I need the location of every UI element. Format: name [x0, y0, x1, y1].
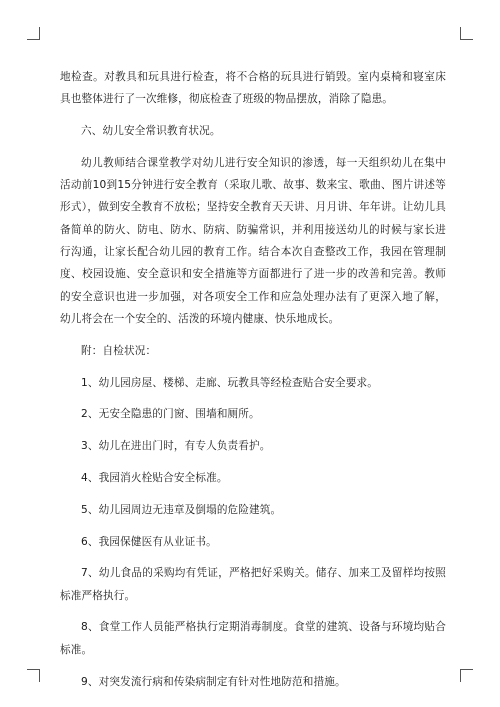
list-item: 8、食堂工作人员能严格执行定期消毒制度。食堂的建筑、设备与环境均贴合标准。 — [60, 621, 446, 656]
list-item: 1、幼儿园房屋、楼梯、走廊、玩教具等经检查贴合安全要求。 — [81, 376, 378, 389]
appendix-heading: 附：自检状况： — [81, 344, 157, 357]
paragraph-body: 幼儿教师结合课堂教学对幼儿进行安全知识的渗透，每一天组织幼儿在集中活动前10到15分钟进行安全教育（采取儿歌、故事、数来宝、歌曲、图片讲述等形式），做到安全教育不放松；坚持安全教育天天讲、月月讲、年年讲。让幼儿具备简单的防火、防电、防水、防病、防骗常识，并利用接送幼儿的时候与家长进行沟通，让家长配合幼儿园的教育工作。结合本次自查整改工作，我园在管理制度、校园设施、安全意识和安全措施等方面都进行了进一步的改善和完善。教师的安全意识也进一步加强，对各项安全工作和应急处理办法有了更深入地了解，幼儿将会在一个安全的、活泼的环境内健康、快乐地成长。 — [60, 156, 446, 325]
section-heading: 六、幼儿安全常识教育状况。 — [81, 125, 221, 138]
list-item: 7、幼儿食品的采购均有凭证，严格把好采购关。储存、加来工及留样均按照标准严格执行。 — [60, 567, 446, 602]
crop-mark-top-right — [460, 27, 473, 40]
list-item: 6、我园保健医有从业证书。 — [81, 535, 217, 548]
list-item: 9、对突发流行病和传染病制定有针对性地防范和措施。 — [81, 675, 346, 688]
crop-mark-bottom-left — [27, 669, 40, 682]
paragraph-continued: 地检查。对教具和玩具进行检查，将不合格的玩具进行销毁。室内桌椅和寝室床具也整体进行了一次维修，彻底检查了班级的物品摆放，消除了隐患。 — [60, 71, 446, 106]
list-item: 4、我园消火栓贴合安全标准。 — [81, 471, 228, 484]
list-item: 3、幼儿在进出门时，有专人负责看护。 — [81, 440, 271, 453]
list-item: 5、幼儿园周边无违章及倒塌的危险建筑。 — [81, 503, 282, 516]
document-body — [60, 66, 446, 702]
list-item: 2、无安全隐患的门窗、围墙和厕所。 — [81, 408, 260, 421]
crop-mark-bottom-right — [460, 669, 473, 682]
crop-mark-top-left — [27, 27, 40, 40]
